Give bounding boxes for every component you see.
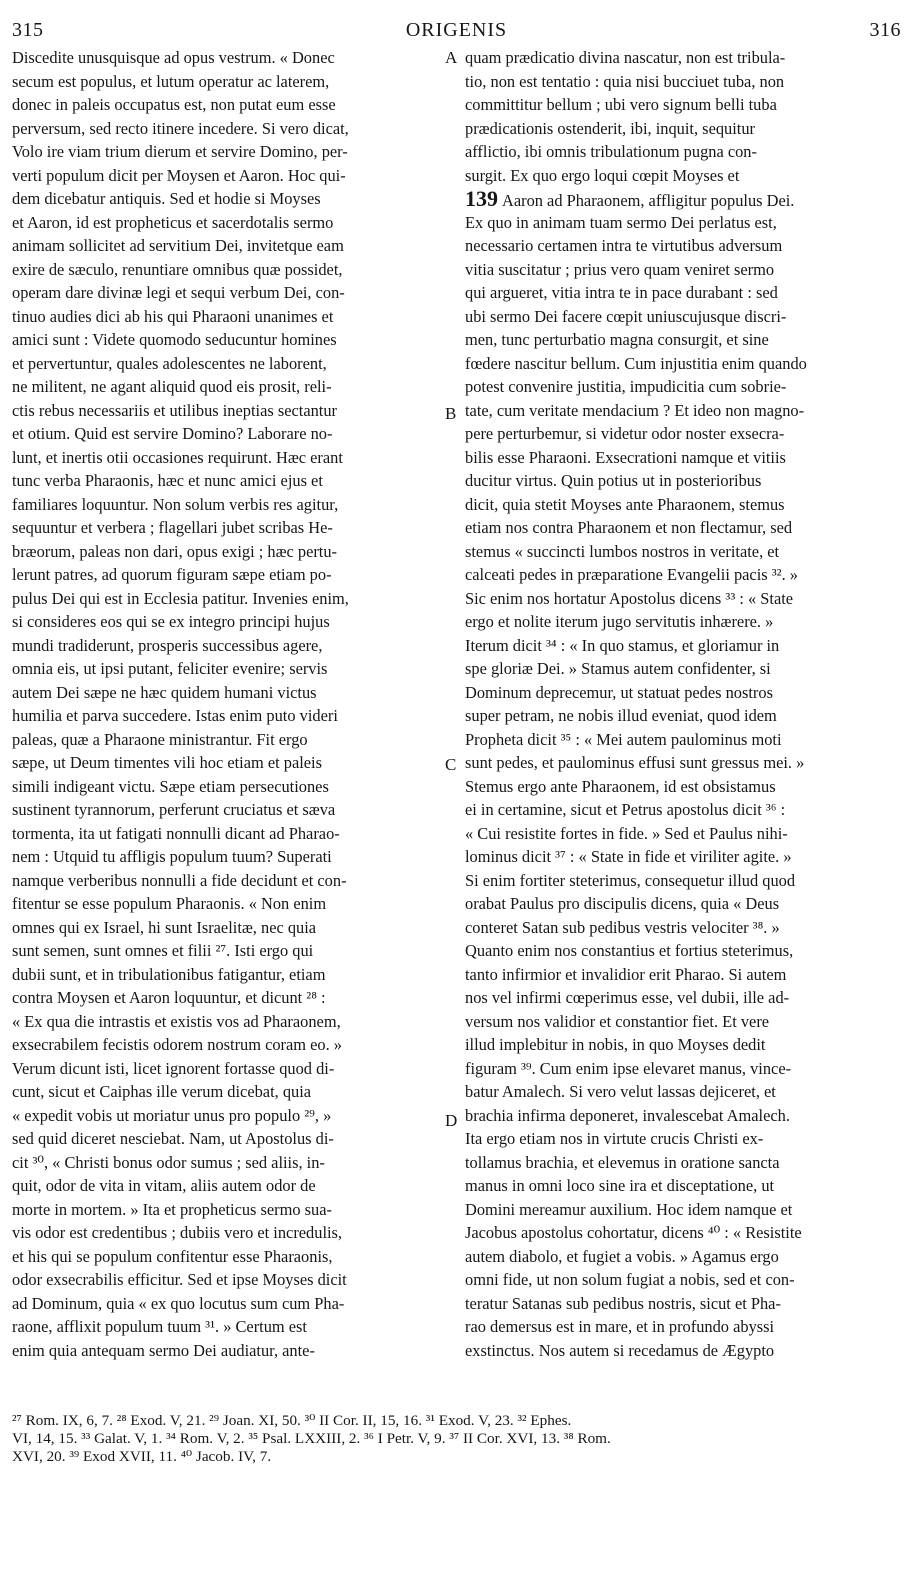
text-line: contra Moysen et Aaron loquuntur, et dicunt ²⁸ : — [12, 988, 326, 1007]
text-line: familiares loquuntur. Non solum verbis res agitur, — [12, 494, 339, 514]
text-line: autem Dei sæpe ne hæc quidem humani victus — [12, 682, 317, 702]
text-line: etiam nos contra Pharaonem et non flectamur, sed — [465, 518, 793, 537]
text-line: Si enim fortiter steterimus, consequetur illud quod — [465, 870, 796, 890]
right-column — [465, 46, 895, 1362]
text-line: tunc verba Pharaonis, hæc et nunc amici ejus et — [12, 471, 323, 490]
text-line: tate, cum veritate mendacium ? Et ideo non magno- — [465, 400, 805, 420]
left-column — [12, 46, 442, 1362]
text-line: dicit, quia stetit Moyses ante Pharaonem, stemus — [465, 494, 785, 514]
text-line: raone, afflixit populum tuum ³¹. » Certum est — [12, 1317, 307, 1336]
text-line: Volo ire viam trium dierum et servire Domino, per- — [12, 142, 348, 161]
text-line: secum est populus, et lutum operatur ac laterem, — [12, 71, 330, 91]
text-line: bilis esse Pharaoni. Exsecrationi namque et vitiis — [465, 447, 786, 467]
text-line: cit ³⁰, « Christi bonus odor sumus ; sed aliis, in- — [12, 1152, 325, 1172]
text-line: paleas, quæ a Pharaone ministrantur. Fit ergo — [12, 729, 308, 749]
text-line: Jacobus apostolus cohortatur, dicens ⁴⁰ : « Resistite — [465, 1223, 802, 1242]
text-line — [465, 187, 895, 211]
footnote-line: VI, 14, 15. ³³ Galat. V, 1. ³⁴ Rom. V, 2. ³⁵ Psal. LXXIII, 2. ³⁶ I Petr. V, 9. ³⁷ II Cor. XVI, 13. ³⁸ Rom. — [12, 1430, 611, 1447]
text-line: rao demersus est in mare, et in profundo abyssi — [465, 1317, 775, 1336]
text-line: omnes qui ex Israel, hi sunt Israelitæ, nec quia — [12, 917, 317, 937]
page-number-left: 315 — [12, 19, 44, 41]
footnote-line: ²⁷ Rom. IX, 6, 7. ²⁸ Exod. V, 21. ²⁹ Joan. XI, 50. ³⁰ II Cor. II, 15, 16. ³¹ Exod. V, 23. ³² Ephes. — [12, 1412, 572, 1429]
text-line: tanto infirmior et invalidior erit Pharao. Si autem — [465, 964, 787, 984]
text-line: prædicationis ostenderit, ibi, inquit, sequitur — [465, 118, 755, 138]
text-line: sequuntur et verbera ; flagellari jubet scribas He- — [12, 518, 333, 537]
section-marker-b: B — [445, 404, 457, 423]
text-line: simili indigeant victu. Sæpe etiam persecutiones — [12, 776, 329, 796]
text-line: ubi sermo Dei facere cœpit uniuscujusque discri- — [465, 306, 787, 326]
text-line: versum nos validior et constantior fiet. Et vere — [465, 1011, 770, 1031]
text-line: vis odor est credentibus ; dubiis vero et incredulis, — [12, 1223, 343, 1242]
text-line: Ita ergo etiam nos in virtute crucis Christi ex- — [465, 1129, 764, 1148]
section-marker-d: D — [445, 1111, 458, 1130]
text-line: batur Amalech. Si vero velut lassas dejiceret, et — [465, 1082, 776, 1101]
text-line: omni fide, ut non solum fugiat a nobis, sed et con- — [465, 1270, 795, 1289]
text-line: Domini mereamur auxilium. Hoc idem namque et — [465, 1199, 793, 1219]
text-line: si consideres eos qui se ex integro principi hujus — [12, 612, 330, 631]
text-line: potest convenire justitia, impudicitia cum sobrie- — [465, 377, 787, 396]
text-line: pulus Dei qui est in Ecclesia patitur. Invenies enim, — [12, 588, 349, 608]
text-line: nos vel infirmi cœperimus esse, vel dubii, ille ad- — [465, 988, 790, 1007]
text-line: exire de sæculo, renuntiare omnibus quæ possidet, — [12, 259, 343, 279]
text-line: dubii sunt, et in tribulationibus fatigantur, etiam — [12, 964, 326, 984]
text-line: dem dicebatur antiquis. Sed et hodie si Moyses — [12, 189, 321, 208]
text-line-content: Aaron ad Pharaonem, affligitur populus Dei. — [502, 191, 795, 210]
text-line: illud implebitur in nobis, in quo Moyses dedit — [465, 1035, 766, 1054]
text-line: manus in omni loco sine ira et disceptatione, ut — [465, 1176, 775, 1195]
text-line: verti populum dicit per Moysen et Aaron. Hoc qui- — [12, 165, 346, 185]
running-title: ORIGENIS — [405, 19, 508, 41]
section-marker-c: C — [445, 755, 457, 774]
footnotes — [12, 1412, 902, 1466]
section-marker-a: A — [445, 48, 458, 67]
text-line: conteret Satan sub pedibus vestris velociter ³⁸. » — [465, 917, 780, 937]
text-line: lominus dicit ³⁷ : « State in fide et viriliter agite. » — [465, 847, 792, 866]
text-line: exstinctus. Nos autem si recedamus de Ægypto — [465, 1340, 775, 1360]
text-line: quit, odor de vita in vitam, aliis autem odor de — [12, 1176, 316, 1195]
text-line: ad Dominum, quia « ex quo locutus sum cum Pha- — [12, 1293, 345, 1313]
text-line: « Ex qua die intrastis et existis vos ad Pharaonem, — [12, 1011, 341, 1031]
text-line: et his qui se populum confitentur esse Pharaonis, — [12, 1246, 333, 1266]
text-line: Discedite unusquisque ad opus vestrum. « Donec — [12, 48, 335, 67]
text-line: bræorum, paleas non dari, opus exigi ; hæc pertu- — [12, 541, 338, 561]
text-line: brachia infirma deponeret, invalescebat Amalech. — [465, 1105, 790, 1125]
text-line: mundi tradiderunt, prosperis successibus agere, — [12, 635, 323, 655]
text-line: necessario certamen intra te virtutibus adversum — [465, 236, 783, 255]
text-line: tollamus brachia, et elevemus in oratione sancta — [465, 1152, 780, 1172]
text-line: perversum, sed recto itinere incedere. Si vero dicat, — [12, 118, 349, 138]
footnote-line: XVI, 20. ³⁹ Exod XVII, 11. ⁴⁰ Jacob. IV, 7. — [12, 1448, 272, 1465]
text-line: et otium. Quid est servire Domino? Laborare no- — [12, 424, 333, 443]
text-line: spe gloriæ Dei. » Stamus autem confidenter, si — [465, 659, 771, 678]
text-line: lunt, et inertis otii occasiones requirunt. Hæc erant — [12, 447, 343, 467]
text-line: fœdere nascitur bellum. Cum injustitia enim quando — [465, 353, 807, 373]
column-number: 139 — [465, 187, 498, 211]
text-line: ergo et nolite iterum jugo servitutis inhærere. » — [465, 612, 774, 631]
page-number-right: 316 — [869, 19, 901, 41]
text-line: ducitur virtus. Quin potius ut in posterioribus — [465, 471, 762, 490]
text-line: omnia eis, ut ipsi putant, feliciter evenire; servis — [12, 659, 328, 678]
text-line: et pervertuntur, quales adolescentes ne laborent, — [12, 353, 327, 373]
text-line: lerunt patres, ad quorum figuram sæpe etiam po- — [12, 565, 332, 584]
text-line: ei in certamine, sicut et Petrus apostolus dicit ³⁶ : — [465, 800, 786, 819]
text-line: et Aaron, id est propheticus et sacerdotalis sermo — [12, 212, 334, 232]
text-line: Stemus ergo ante Pharaonem, id est obsistamus — [465, 776, 776, 796]
text-line: sustinent tyrannorum, perferunt cruciatus et sæva — [12, 800, 336, 819]
text-line: nem : Utquid tu affligis populum tuum? Superati — [12, 847, 332, 866]
text-line: Iterum dicit ³⁴ : « In quo stamus, et gloriamur in — [465, 635, 780, 655]
text-line: autem diabolo, et fugiet a vobis. » Agamus ergo — [465, 1246, 779, 1266]
text-line: sunt pedes, et paulominus effusi sunt gressus mei. » — [465, 753, 805, 772]
text-line: pere perturbemur, si videtur odor noster exsecra- — [465, 424, 785, 443]
text-line: sæpe, ut Deum timentes vili hoc etiam et paleis — [12, 753, 322, 772]
text-line: enim quia antequam sermo Dei audiatur, ante- — [12, 1340, 315, 1360]
text-line: cunt, sicut et Caiphas ille verum dicebat, quia — [12, 1082, 312, 1101]
text-line: figuram ³⁹. Cum enim ipse elevaret manus, vince- — [465, 1058, 792, 1078]
text-line: exsecrabilem fecistis odorem nostrum coram eo. » — [12, 1035, 342, 1054]
text-line: vitia suscitatur ; prius vero quam veniret sermo — [465, 259, 775, 279]
text-line: sunt semen, sunt omnes et filii ²⁷. Isti ergo qui — [12, 941, 314, 960]
text-line: « Cui resistite fortes in fide. » Sed et Paulus nihi- — [465, 823, 788, 843]
text-line: amici sunt : Videte quomodo seducuntur homines — [12, 330, 337, 349]
text-line: men, tunc perturbatio magna consurgit, et sine — [465, 330, 769, 349]
text-line: humilia et parva succedere. Istas enim puto videri — [12, 706, 338, 725]
text-line: ctis rebus necessariis et utilibus ineptias sectantur — [12, 400, 337, 420]
text-line: namque verberibus nonnulli a fide decidunt et con- — [12, 870, 347, 890]
text-line: quam prædicatio divina nascatur, non est tribula- — [465, 48, 786, 67]
text-line: tio, non est tentatio : quia nisi bucciuet tuba, non — [465, 71, 785, 91]
text-line: Ex quo in animam tuam sermo Dei perlatus est, — [465, 212, 777, 232]
text-line: surgit. Ex quo ergo loqui cœpit Moyses et — [465, 165, 740, 185]
text-line: super petram, ne nobis illud eveniat, quod idem — [465, 706, 777, 725]
text-line: afflictio, ibi omnis tribulationum pugna con- — [465, 142, 757, 161]
text-line: morte in mortem. » Ita et propheticus sermo sua- — [12, 1199, 332, 1219]
text-line: tinuo audies dici ab his qui Pharaoni unanimes et — [12, 306, 334, 326]
text-line: Propheta dicit ³⁵ : « Mei autem paulominus moti — [465, 729, 782, 749]
text-line: Dominum deprecemur, ut statuat pedes nostros — [465, 682, 773, 702]
text-line: « expedit vobis ut moriatur unus pro populo ²⁹, » — [12, 1105, 332, 1125]
text-line: donec in paleis occupatus est, non putat eum esse — [12, 95, 336, 114]
text-line: qui argueret, vitia intra te in pace durabant : sed — [465, 283, 778, 302]
text-line: calceati pedes in præparatione Evangelii pacis ³². » — [465, 565, 798, 584]
text-line: teratur Satanas sub pedibus nostris, sicut et Pha- — [465, 1293, 781, 1313]
text-line: tormenta, ita ut fatigati nonnulli dicant ad Pharao- — [12, 823, 340, 843]
text-line: Sic enim nos hortatur Apostolus dicens ³³ : « State — [465, 588, 794, 608]
text-line: stemus « succincti lumbos nostros in veritate, et — [465, 541, 780, 561]
text-line: Quanto enim nos constantius et fortius steterimus, — [465, 941, 794, 960]
text-line: ne militent, ne agant aliquid quod eis prosit, reli- — [12, 377, 332, 396]
text-line: operam dare divinæ legi et sequi verbum Dei, con- — [12, 283, 345, 302]
text-line: animam sollicitet ad servitium Dei, invitetque eam — [12, 236, 344, 255]
text-line: odor exsecrabilis efficitur. Sed et ipse Moyses dicit — [12, 1270, 347, 1289]
text-line: Verum dicunt isti, licet ignorent fortasse quod di- — [12, 1058, 335, 1078]
text-line: fitentur se esse populum Pharaonis. « Non enim — [12, 894, 327, 913]
text-line: committitur bellum ; ubi vero signum belli tuba — [465, 95, 777, 114]
text-line: orabat Paulus pro discipulis dicens, quia « Deus — [465, 894, 780, 913]
text-line: sed quid diceret nesciebat. Nam, ut Apostolus di- — [12, 1129, 334, 1148]
